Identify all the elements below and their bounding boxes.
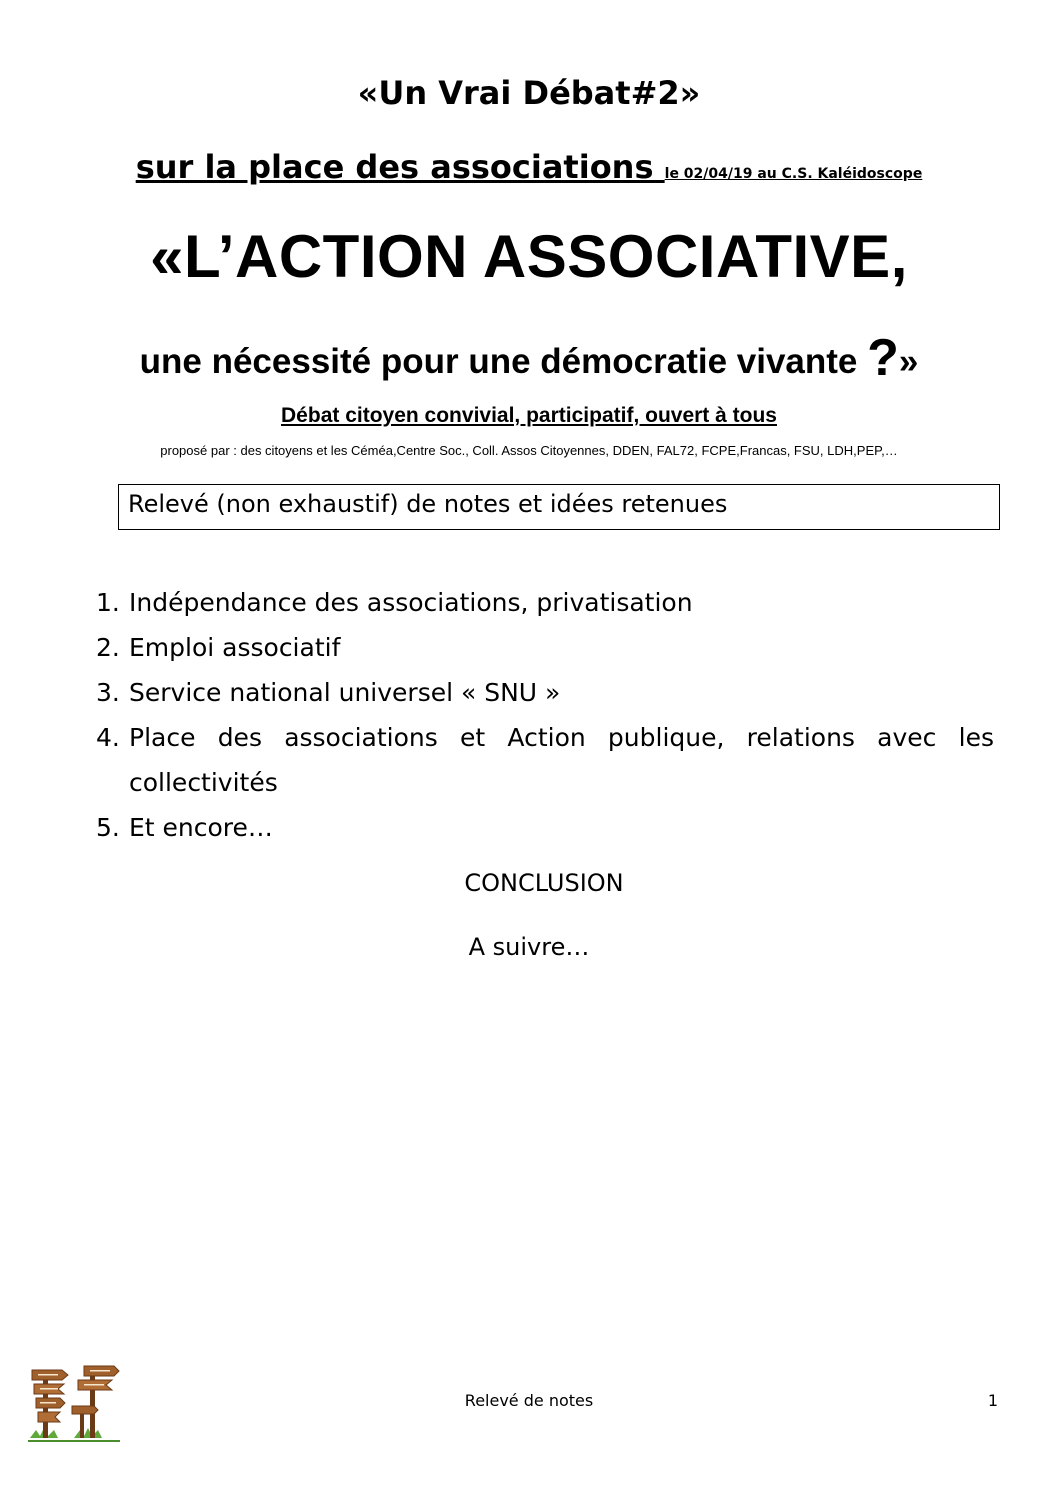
event-title: «Un Vrai Débat#2» (357, 74, 701, 112)
list-item (96, 715, 994, 805)
list-item-number: 1. (96, 588, 120, 617)
list-item-number: 4. (96, 723, 120, 752)
main-headline: «L’ACTION ASSOCIATIVE, (150, 223, 908, 290)
proposers-line: proposé par : des citoyens et les Céméa,Centre Soc., Coll. Assos Citoyennes, DDEN, FAL72, FCPE,Francas, FSU, LDH,PEP,… (160, 443, 898, 458)
list-item-number: 2. (96, 633, 120, 662)
tagline: Débat citoyen convivial, participatif, ouvert à tous (281, 404, 777, 427)
closing-quote: » (898, 342, 919, 381)
list-item (96, 580, 994, 625)
topics-list (96, 580, 994, 850)
list-item-text: Et encore… (129, 813, 273, 842)
footer-text: Relevé de notes (464, 1391, 594, 1410)
topic-line (0, 148, 1058, 186)
date-place-text: le 02/04/19 au C.S. Kaléidoscope (664, 166, 923, 182)
list-item-text: Place des associations et Action publique, relations avec les collectivités (129, 723, 994, 797)
notes-box: Relevé (non exhaustif) de notes et idées retenues (118, 484, 1000, 530)
main-headline-line2 (0, 328, 1058, 388)
list-item (96, 805, 994, 850)
topic-text: sur la place des associations (135, 148, 665, 186)
a-suivre-text: A suivre… (468, 933, 590, 961)
headline-line2-text: une nécessité pour une démocratie vivante (139, 342, 868, 381)
list-item (96, 625, 994, 670)
page-number: 1 (987, 1391, 999, 1410)
list-item (96, 670, 994, 715)
list-item-text: Indépendance des associations, privatisation (129, 588, 693, 617)
list-item-number: 3. (96, 678, 120, 707)
question-mark: ? (867, 329, 899, 387)
list-item-text: Service national universel « SNU » (129, 678, 561, 707)
conclusion-heading: CONCLUSION (464, 869, 624, 897)
list-item-text: Emploi associatif (129, 633, 341, 662)
list-item-number: 5. (96, 813, 120, 842)
